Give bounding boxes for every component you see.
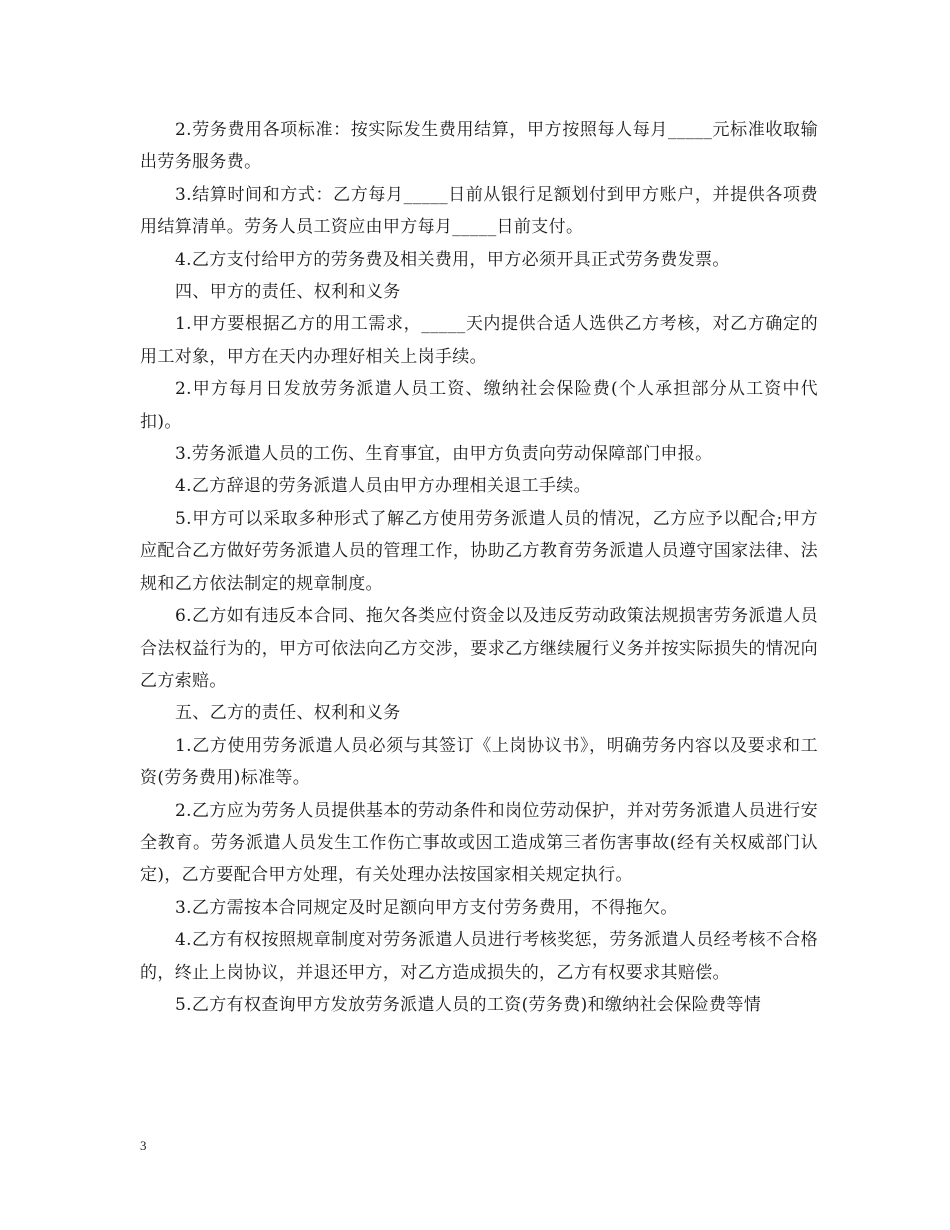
paragraph-party-b-5: 5.乙方有权查询甲方发放劳务派遣人员的工资(劳务费)和缴纳社会保险费等情: [175, 994, 762, 1015]
paragraph-party-a-1: 1.甲方要根据乙方的用工需求，_____天内提供合适人选供乙方考核，对乙方确定的用工对象，甲方在天内办理好相关上岗手续。: [140, 314, 818, 367]
paragraph-party-b-4: 4.乙方有权按照规章制度对劳务派遣人员进行考核奖惩，劳务派遣人员经考核不合格的，终止上岗协议，并退还甲方，对乙方造成损失的，乙方有权要求其赔偿。: [140, 930, 818, 983]
paragraph-party-a-4: 4.乙方辞退的劳务派遣人员由甲方办理相关退工手续。: [175, 476, 591, 497]
paragraph-party-b-1: 1.乙方使用劳务派遣人员必须与其签订《上岗协议书》，明确劳务内容以及要求和工资(劳务费用)标准等。: [140, 735, 818, 789]
paragraph-fee-standard: 2.劳务费用各项标准：按实际发生费用结算，甲方按照每人每月_____元标准收取输出劳务服务费。: [140, 120, 818, 173]
paragraph-party-b-2: 2.乙方应为劳务人员提供基本的劳动条件和岗位劳动保护，并对劳务派遣人员进行安全教育。劳务派遣人员发生工作伤亡事故或因工造成第三者伤害事故(经有关权威部门认定)，乙方要配合甲方处理，有关处理办法按国家相关规定执行。: [140, 800, 818, 886]
paragraph-party-b-3: 3.乙方需按本合同规定及时足额向甲方支付劳务费用，不得拖欠。: [175, 897, 678, 918]
document-body: [140, 114, 818, 1021]
paragraph-settlement-method: 3.结算时间和方式：乙方每月_____日前从银行足额划付到甲方账户，并提供各项费用结算清单。劳务人员工资应由甲方每月_____日前支付。: [140, 184, 818, 238]
paragraph-party-a-2: 2.甲方每月日发放劳务派遣人员工资、缴纳社会保险费(个人承担部分从工资中代扣)。: [140, 379, 818, 432]
paragraph-invoice: 4.乙方支付给甲方的劳务费及相关费用，甲方必须开具正式劳务费发票。: [175, 249, 730, 270]
section-heading-party-b: 五、乙方的责任、权利和义务: [175, 703, 401, 724]
paragraph-party-a-6: 6.乙方如有违反本合同、拖欠各类应付资金以及违反劳动政策法规损害劳务派遣人员合法权益行为的，甲方可依法向乙方交涉，要求乙方继续履行义务并按实际损失的情况向乙方索赔。: [140, 606, 818, 691]
paragraph-party-a-5: 5.甲方可以采取多种形式了解乙方使用劳务派遣人员的情况，乙方应予以配合;甲方应配合乙方做好劳务派遣人员的管理工作，协助乙方教育劳务派遣人员遵守国家法律、法规和乙方依法制定的规章制度。: [140, 508, 818, 594]
page-number: 3: [140, 1138, 147, 1153]
paragraph-party-a-3: 3.劳务派遣人员的工伤、生育事宜，由甲方负责向劳动保障部门申报。: [175, 444, 713, 465]
section-heading-party-a: 四、甲方的责任、权利和义务: [175, 282, 401, 303]
